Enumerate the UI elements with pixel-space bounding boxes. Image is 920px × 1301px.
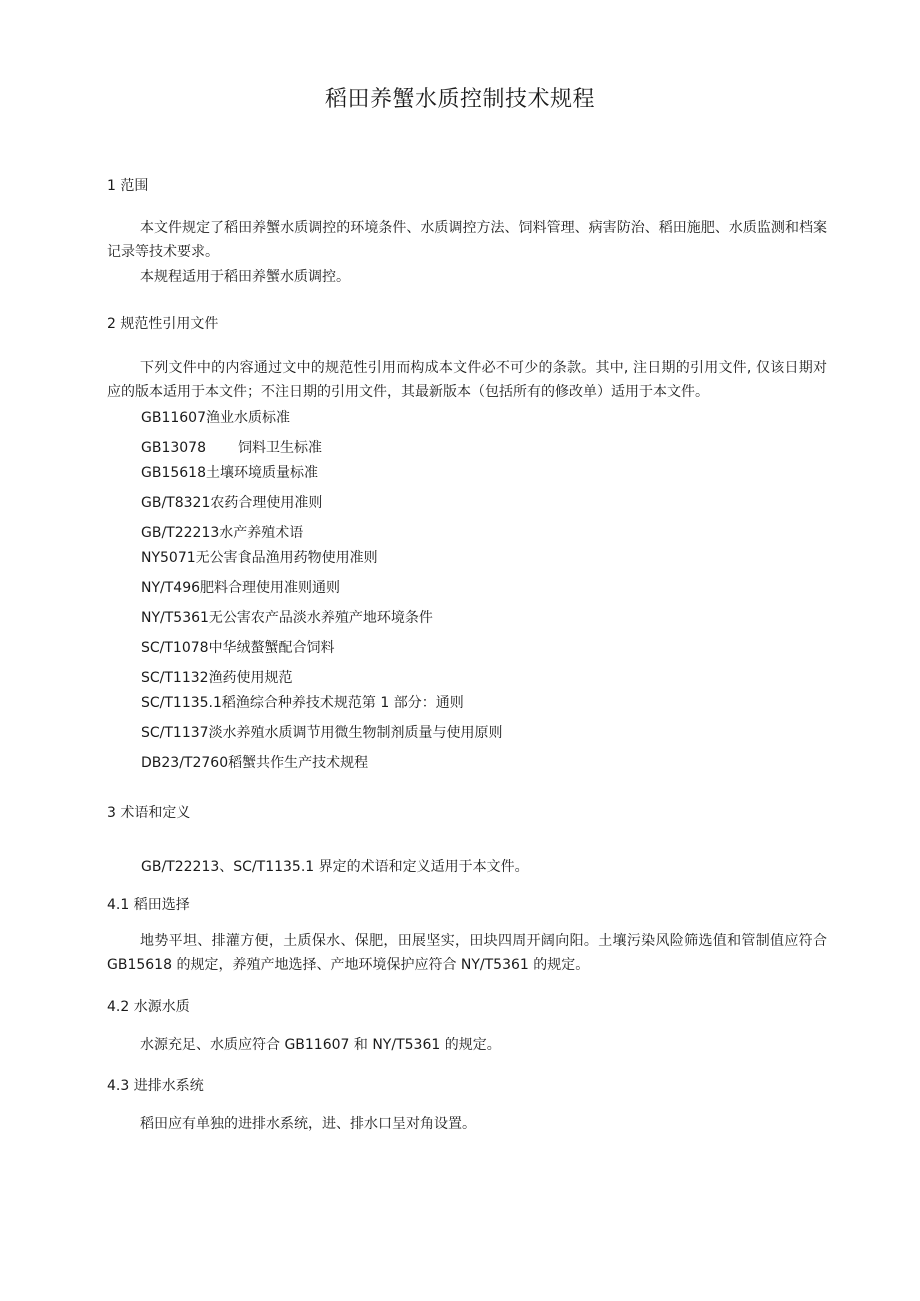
reference-item	[141, 521, 303, 545]
reference-name: 无公害食品渔用药物使用准则	[195, 550, 378, 566]
section-4-2-paragraph-1: 水源充足、水质应符合 GB11607 和 NY/T5361 的规定。	[140, 1037, 501, 1053]
reference-name: 土壤环境质量标准	[206, 465, 318, 481]
reference-code: NY5071	[141, 550, 196, 566]
reference-item	[141, 546, 378, 570]
reference-item	[141, 491, 322, 515]
reference-code: SC/T1135.1	[141, 695, 222, 711]
section-2-paragraph-1: 下列文件中的内容通过文中的规范性引用而构成本文件必不可少的条款。其中, 注日期的引用文件, 仅该日期对应的版本适用于本文件；不注日期的引用文件，其最新版本（包括所有的修改单）适用于本文件。	[107, 360, 827, 401]
reference-name: 稻渔综合种养技术规范第 1 部分：通则	[221, 695, 464, 711]
reference-item	[141, 606, 433, 630]
reference-item	[141, 691, 464, 715]
reference-name: 水产养殖术语	[219, 525, 304, 541]
reference-item	[141, 751, 368, 775]
reference-item	[141, 406, 290, 430]
section-4-1-heading: 4.1 稻田选择	[107, 897, 190, 913]
section-2-heading: 2 规范性引用文件	[107, 316, 219, 332]
section-1-paragraph-2: 本规程适用于稻田养蟹水质调控。	[140, 269, 350, 285]
section-4-3-paragraph-1: 稻田应有单独的进排水系统，进、排水口呈对角设置。	[140, 1116, 476, 1132]
section-3-heading: 3 术语和定义	[107, 805, 191, 821]
reference-name: 饲料卫生标准	[238, 440, 322, 456]
reference-name: 稻蟹共作生产技术规程	[228, 755, 369, 771]
section-4-1-paragraph-1: 地势平坦、排灌方便，土质保水、保肥，田展坚实，田块四周开阔向阳。土壤污染风险筛选值和管制值应符合 GB15618 的规定，养殖产地选择、产地环境保护应符合 NY/T5361 的规定。	[107, 933, 827, 974]
reference-name: 中华绒螯蟹配合饲料	[208, 640, 335, 656]
reference-item	[141, 436, 322, 460]
section-4-3-heading: 4.3 进排水系统	[107, 1078, 204, 1094]
reference-code: DB23/T2760	[141, 755, 229, 771]
reference-code: NY/T5361	[141, 610, 209, 626]
reference-name: 农药合理使用准则	[210, 495, 323, 511]
document-title: 稻田养蟹水质控制技术规程	[324, 87, 595, 112]
reference-code: GB15618	[141, 465, 206, 481]
section-1-heading: 1 范围	[107, 178, 149, 194]
reference-name: 肥料合理使用准则通则	[200, 580, 341, 596]
reference-item	[141, 461, 318, 485]
reference-name: 渔药使用规范	[208, 670, 293, 686]
reference-code: GB/T8321	[141, 495, 211, 511]
reference-code: SC/T1132	[141, 670, 209, 686]
reference-name: 无公害农产品淡水养殖产地环境条件	[208, 610, 433, 626]
reference-code: GB11607	[141, 410, 206, 426]
reference-code: GB/T22213	[141, 525, 220, 541]
section-3-paragraph-1: GB/T22213、SC/T1135.1 界定的术语和定义适用于本文件。	[141, 859, 529, 875]
reference-item	[141, 721, 503, 745]
reference-item	[141, 636, 335, 660]
reference-code: SC/T1137	[141, 725, 209, 741]
reference-code: NY/T496	[141, 580, 201, 596]
reference-name: 渔业水质标准	[206, 410, 290, 426]
section-1-paragraph-1: 本文件规定了稻田养蟹水质调控的环境条件、水质调控方法、饲料管理、病害防治、稻田施肥、水质监测和档案记录等技术要求。	[107, 220, 827, 261]
reference-code: SC/T1078	[141, 640, 209, 656]
reference-code: GB13078	[141, 440, 206, 456]
reference-item	[141, 576, 340, 600]
reference-item	[141, 666, 293, 690]
reference-name: 淡水养殖水质调节用微生物制剂质量与使用原则	[208, 725, 503, 741]
section-4-2-heading: 4.2 水源水质	[107, 999, 190, 1015]
